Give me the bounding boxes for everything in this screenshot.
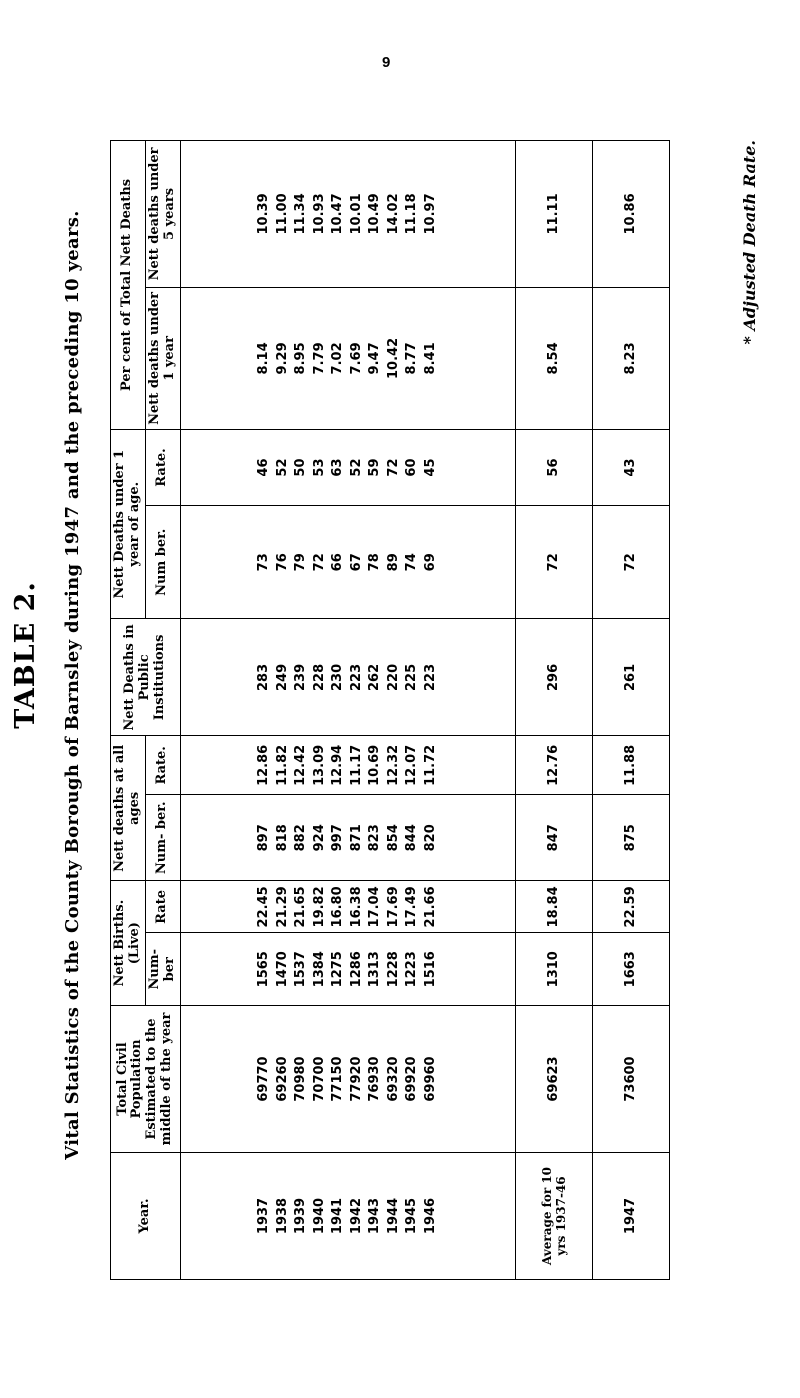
average-pct-under5: 11.11 bbox=[516, 141, 593, 288]
table-cell-pct-under1: 7.79 bbox=[311, 342, 327, 375]
current-pct-under5: 10.86 bbox=[593, 141, 670, 288]
header-under1: Nett deaths under 1 year bbox=[145, 287, 180, 429]
current-pct-under1: 8.23 bbox=[593, 287, 670, 429]
current-infant-rate: 43 bbox=[593, 429, 670, 505]
table-cell-population: 70980 bbox=[293, 1056, 309, 1102]
table-cell-infant-rate: 50 bbox=[293, 458, 309, 477]
table-cell-death-rate: 10.69 bbox=[367, 744, 383, 786]
table-cell-infant-rate: 60 bbox=[404, 458, 420, 477]
table-cell-death-rate: 12.94 bbox=[330, 744, 346, 786]
table-cell-population: 69960 bbox=[422, 1056, 438, 1102]
table-cell-pct-under5: 10.97 bbox=[422, 193, 438, 235]
table-cell-infant-deaths: 67 bbox=[348, 553, 364, 572]
vital-statistics-table bbox=[110, 140, 670, 1280]
current-population: 73600 bbox=[593, 1006, 670, 1153]
table-cell-birth-rate: 17.69 bbox=[385, 886, 401, 928]
table-cell-birth-rate: 16.80 bbox=[330, 886, 346, 928]
column-death-rate bbox=[180, 736, 515, 795]
table-cell-year: 1942 bbox=[348, 1197, 364, 1235]
table-cell-death-rate: 11.17 bbox=[348, 744, 364, 786]
table-cell-year: 1944 bbox=[385, 1197, 401, 1235]
table-cell-births: 1565 bbox=[256, 951, 272, 988]
table-cell-birth-rate: 21.66 bbox=[422, 886, 438, 928]
table-cell-death-rate: 12.42 bbox=[293, 744, 309, 786]
table-cell-death-rate: 12.32 bbox=[385, 744, 401, 786]
table-cell-population: 69920 bbox=[404, 1056, 420, 1102]
header-infant-deaths: Nett Deaths under 1 year of age. bbox=[111, 429, 146, 618]
table-cell-birth-rate: 19.82 bbox=[311, 886, 327, 928]
header-deaths-rate: Rate. bbox=[145, 736, 180, 795]
table-cell-death-rate: 12.86 bbox=[256, 744, 272, 786]
table-cell-year: 1937 bbox=[256, 1197, 272, 1235]
table-cell-deaths: 820 bbox=[422, 824, 438, 852]
header-institutions: Nett Deaths in Public Institutions bbox=[111, 619, 181, 736]
page-subtitle: Vital Statistics of the County Borough of Barnsley during 1947 and the preceding 10 years. bbox=[62, 210, 83, 1160]
table-cell-population: 77920 bbox=[348, 1056, 364, 1102]
current-institutions: 261 bbox=[593, 619, 670, 736]
table-cell-deaths: 854 bbox=[385, 824, 401, 852]
table-cell-institutions: 249 bbox=[274, 663, 290, 691]
average-label: Average for 10 yrs 1937-46 bbox=[516, 1153, 593, 1280]
header-year: Year. bbox=[111, 1153, 181, 1280]
table-cell-pct-under1: 10.42 bbox=[385, 337, 401, 379]
table-cell-infant-rate: 46 bbox=[256, 458, 272, 477]
table-cell-infant-deaths: 78 bbox=[367, 553, 383, 572]
average-deaths: 847 bbox=[516, 795, 593, 881]
table-cell-year: 1945 bbox=[404, 1197, 420, 1235]
table-cell-birth-rate: 22.45 bbox=[256, 886, 272, 928]
table-cell-births: 1470 bbox=[274, 951, 290, 988]
table-cell-year: 1938 bbox=[274, 1197, 290, 1235]
table-cell-infant-deaths: 76 bbox=[274, 553, 290, 572]
table-cell-births: 1228 bbox=[385, 951, 401, 988]
table-cell-deaths: 844 bbox=[404, 824, 420, 852]
current-births: 1663 bbox=[593, 933, 670, 1006]
table-cell-pct-under5: 14.02 bbox=[385, 193, 401, 235]
table-cell-pct-under1: 8.14 bbox=[256, 342, 272, 375]
column-deaths bbox=[180, 795, 515, 881]
table-cell-birth-rate: 17.49 bbox=[404, 886, 420, 928]
table-cell-institutions: 225 bbox=[404, 663, 420, 691]
table-cell-pct-under1: 8.95 bbox=[293, 342, 309, 375]
table-cell-deaths: 924 bbox=[311, 824, 327, 852]
header-deaths: Nett deaths at all ages bbox=[111, 736, 146, 881]
table-cell-pct-under5: 10.01 bbox=[348, 193, 364, 235]
column-pct-under5 bbox=[180, 141, 515, 288]
table-cell-deaths: 818 bbox=[274, 824, 290, 852]
table-cell-birth-rate: 17.04 bbox=[367, 886, 383, 928]
table-cell-death-rate: 13.09 bbox=[311, 744, 327, 786]
table-cell-population: 69260 bbox=[274, 1056, 290, 1102]
table-cell-birth-rate: 21.65 bbox=[293, 886, 309, 928]
footnote: * Adjusted Death Rate. bbox=[740, 140, 759, 345]
current-deaths: 875 bbox=[593, 795, 670, 881]
average-pct-under1: 8.54 bbox=[516, 287, 593, 429]
table-cell-year: 1943 bbox=[367, 1197, 383, 1235]
table-cell-population: 70700 bbox=[311, 1056, 327, 1102]
table-cell-infant-deaths: 89 bbox=[385, 553, 401, 572]
rotated-page bbox=[0, 40, 800, 1300]
table-cell-births: 1516 bbox=[422, 951, 438, 988]
table-cell-births: 1275 bbox=[330, 951, 346, 988]
column-infant-deaths bbox=[180, 506, 515, 619]
table-cell-pct-under1: 9.47 bbox=[367, 342, 383, 375]
column-birth-rate bbox=[180, 881, 515, 933]
table-cell-institutions: 283 bbox=[256, 663, 272, 691]
table-cell-death-rate: 12.07 bbox=[404, 744, 420, 786]
table-cell-births: 1384 bbox=[311, 951, 327, 988]
table-cell-institutions: 239 bbox=[293, 663, 309, 691]
average-infant-deaths: 72 bbox=[516, 506, 593, 619]
table-cell-institutions: 262 bbox=[367, 663, 383, 691]
table-cell-infant-deaths: 73 bbox=[256, 553, 272, 572]
table-cell-infant-rate: 52 bbox=[348, 458, 364, 477]
table-cell-population: 76930 bbox=[367, 1056, 383, 1102]
header-births: Nett Births. (Live) bbox=[111, 881, 146, 1006]
table-cell-infant-rate: 53 bbox=[311, 458, 327, 477]
average-births: 1310 bbox=[516, 933, 593, 1006]
header-population: Total Civil Population Estimated to the middle of the year bbox=[111, 1006, 181, 1153]
column-pct-under1 bbox=[180, 287, 515, 429]
current-infant-deaths: 72 bbox=[593, 506, 670, 619]
table-cell-infant-rate: 45 bbox=[422, 458, 438, 477]
table-cell-deaths: 823 bbox=[367, 824, 383, 852]
table-cell-institutions: 228 bbox=[311, 663, 327, 691]
table-cell-institutions: 223 bbox=[422, 663, 438, 691]
table-cell-births: 1286 bbox=[348, 951, 364, 988]
current-birth-rate: 22.59 bbox=[593, 881, 670, 933]
table-cell-year: 1941 bbox=[330, 1197, 346, 1235]
table-cell-infant-deaths: 66 bbox=[330, 553, 346, 572]
table-cell-institutions: 220 bbox=[385, 663, 401, 691]
table-cell-population: 69320 bbox=[385, 1056, 401, 1102]
table-cell-deaths: 882 bbox=[293, 824, 309, 852]
table-cell-year: 1946 bbox=[422, 1197, 438, 1235]
header-births-rate: Rate bbox=[145, 881, 180, 933]
table-cell-pct-under5: 11.34 bbox=[293, 193, 309, 235]
header-deaths-number: Num- ber. bbox=[145, 795, 180, 881]
table-cell-death-rate: 11.72 bbox=[422, 744, 438, 786]
header-infant-rate: Rate. bbox=[145, 429, 180, 505]
table-row-average bbox=[516, 141, 593, 1280]
table-cell-birth-rate: 16.38 bbox=[348, 886, 364, 928]
average-birth-rate: 18.84 bbox=[516, 881, 593, 933]
table-cell-births: 1223 bbox=[404, 951, 420, 988]
table-cell-infant-deaths: 69 bbox=[422, 553, 438, 572]
table-row-1937-1946 bbox=[180, 141, 515, 1280]
table-cell-year: 1940 bbox=[311, 1197, 327, 1235]
table-cell-deaths: 897 bbox=[256, 824, 272, 852]
table-cell-pct-under1: 8.77 bbox=[404, 342, 420, 375]
table-cell-infant-deaths: 74 bbox=[404, 553, 420, 572]
table-cell-pct-under5: 10.39 bbox=[256, 193, 272, 235]
table-cell-infant-deaths: 72 bbox=[311, 553, 327, 572]
header-per-cent: Per cent of Total Nett Deaths bbox=[111, 141, 146, 430]
average-institutions: 296 bbox=[516, 619, 593, 736]
table-cell-pct-under5: 11.00 bbox=[274, 193, 290, 235]
table-cell-institutions: 223 bbox=[348, 663, 364, 691]
average-population: 69623 bbox=[516, 1006, 593, 1153]
table-cell-infant-rate: 72 bbox=[385, 458, 401, 477]
table-cell-pct-under5: 11.18 bbox=[404, 193, 420, 235]
table-cell-infant-rate: 63 bbox=[330, 458, 346, 477]
table-cell-pct-under1: 8.41 bbox=[422, 342, 438, 375]
table-cell-birth-rate: 21.29 bbox=[274, 886, 290, 928]
table-cell-pct-under1: 7.69 bbox=[348, 342, 364, 375]
table-cell-pct-under5: 10.93 bbox=[311, 193, 327, 235]
table-cell-infant-rate: 59 bbox=[367, 458, 383, 477]
table-cell-pct-under5: 10.47 bbox=[330, 193, 346, 235]
column-births bbox=[180, 933, 515, 1006]
current-death-rate: 11.88 bbox=[593, 736, 670, 795]
table-cell-pct-under5: 10.49 bbox=[367, 193, 383, 235]
page-number: 9 bbox=[382, 54, 391, 71]
table-cell-institutions: 230 bbox=[330, 663, 346, 691]
header-under5: Nett deaths under 5 years bbox=[145, 141, 180, 288]
column-infant-rate bbox=[180, 429, 515, 505]
table-cell-population: 77150 bbox=[330, 1056, 346, 1102]
table-cell-births: 1537 bbox=[293, 951, 309, 988]
table-cell-deaths: 997 bbox=[330, 824, 346, 852]
table-cell-deaths: 871 bbox=[348, 824, 364, 852]
table-cell-pct-under1: 7.02 bbox=[330, 342, 346, 375]
table-cell-births: 1313 bbox=[367, 951, 383, 988]
table-row-1947 bbox=[593, 141, 670, 1280]
current-year: 1947 bbox=[593, 1153, 670, 1280]
column-years bbox=[180, 1153, 515, 1280]
table-cell-year: 1939 bbox=[293, 1197, 309, 1235]
average-death-rate: 12.76 bbox=[516, 736, 593, 795]
table-cell-population: 69770 bbox=[256, 1056, 272, 1102]
header-infant-number: Num ber. bbox=[145, 506, 180, 619]
table-cell-pct-under1: 9.29 bbox=[274, 342, 290, 375]
page-title: TABLE 2. bbox=[10, 581, 41, 729]
table-cell-death-rate: 11.82 bbox=[274, 744, 290, 786]
column-population bbox=[180, 1006, 515, 1153]
table-cell-infant-deaths: 79 bbox=[293, 553, 309, 572]
table-cell-infant-rate: 52 bbox=[274, 458, 290, 477]
column-institutions bbox=[180, 619, 515, 736]
header-births-number: Num- ber bbox=[145, 933, 180, 1006]
average-infant-rate: 56 bbox=[516, 429, 593, 505]
